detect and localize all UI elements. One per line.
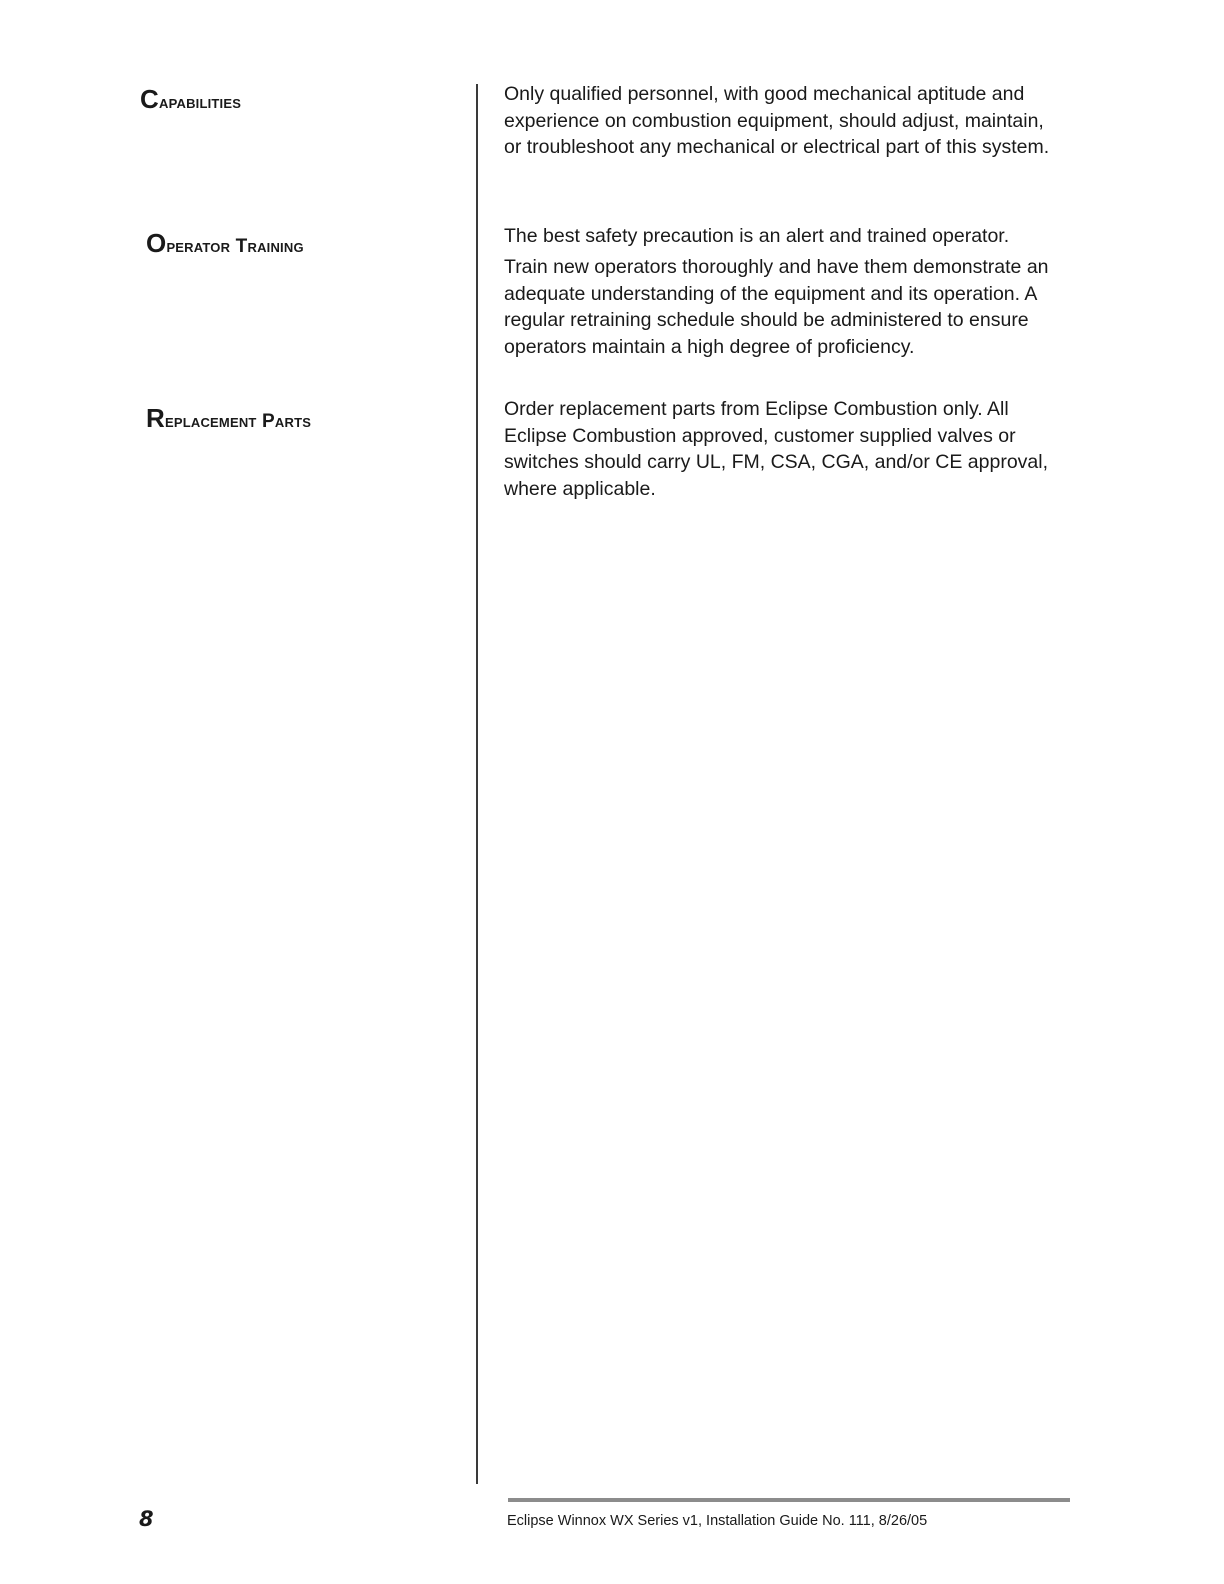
page-number: 8 (139, 1507, 154, 1531)
replacement-parts-body: Order replacement parts from Eclipse Combustion only. All Eclipse Combustion approved, customer supplied valves or switches should carry UL, FM, CSA, CGA, and/or CE approval, where applicable. (504, 398, 1049, 500)
footer-rule (508, 1498, 1070, 1502)
capabilities-body: Only qualified personnel, with good mechanical aptitude and experience on combustion equipment, should adjust, maintain, or troubleshoot any mechanical or electrical part of this system. (504, 83, 1050, 158)
operator-training-heading: Operator Training (146, 228, 304, 258)
capabilities-heading: Capabilities (140, 84, 242, 114)
footer-document-info: Eclipse Winnox WX Series v1, Installation Guide No. 111, 8/26/05 (507, 1513, 928, 1529)
operator-training-body-line1: The best safety precaution is an alert and trained operator. (504, 225, 1010, 247)
replacement-parts-heading: Replacement Parts (146, 403, 312, 433)
operator-training-body-paragraph: Train new operators thoroughly and have them demonstrate an adequate understanding of the equipment and its operation. A regular retraining schedule should be administered to ensure operators maintain a high degree of proficiency. (504, 256, 1049, 358)
column-divider (476, 84, 478, 1484)
